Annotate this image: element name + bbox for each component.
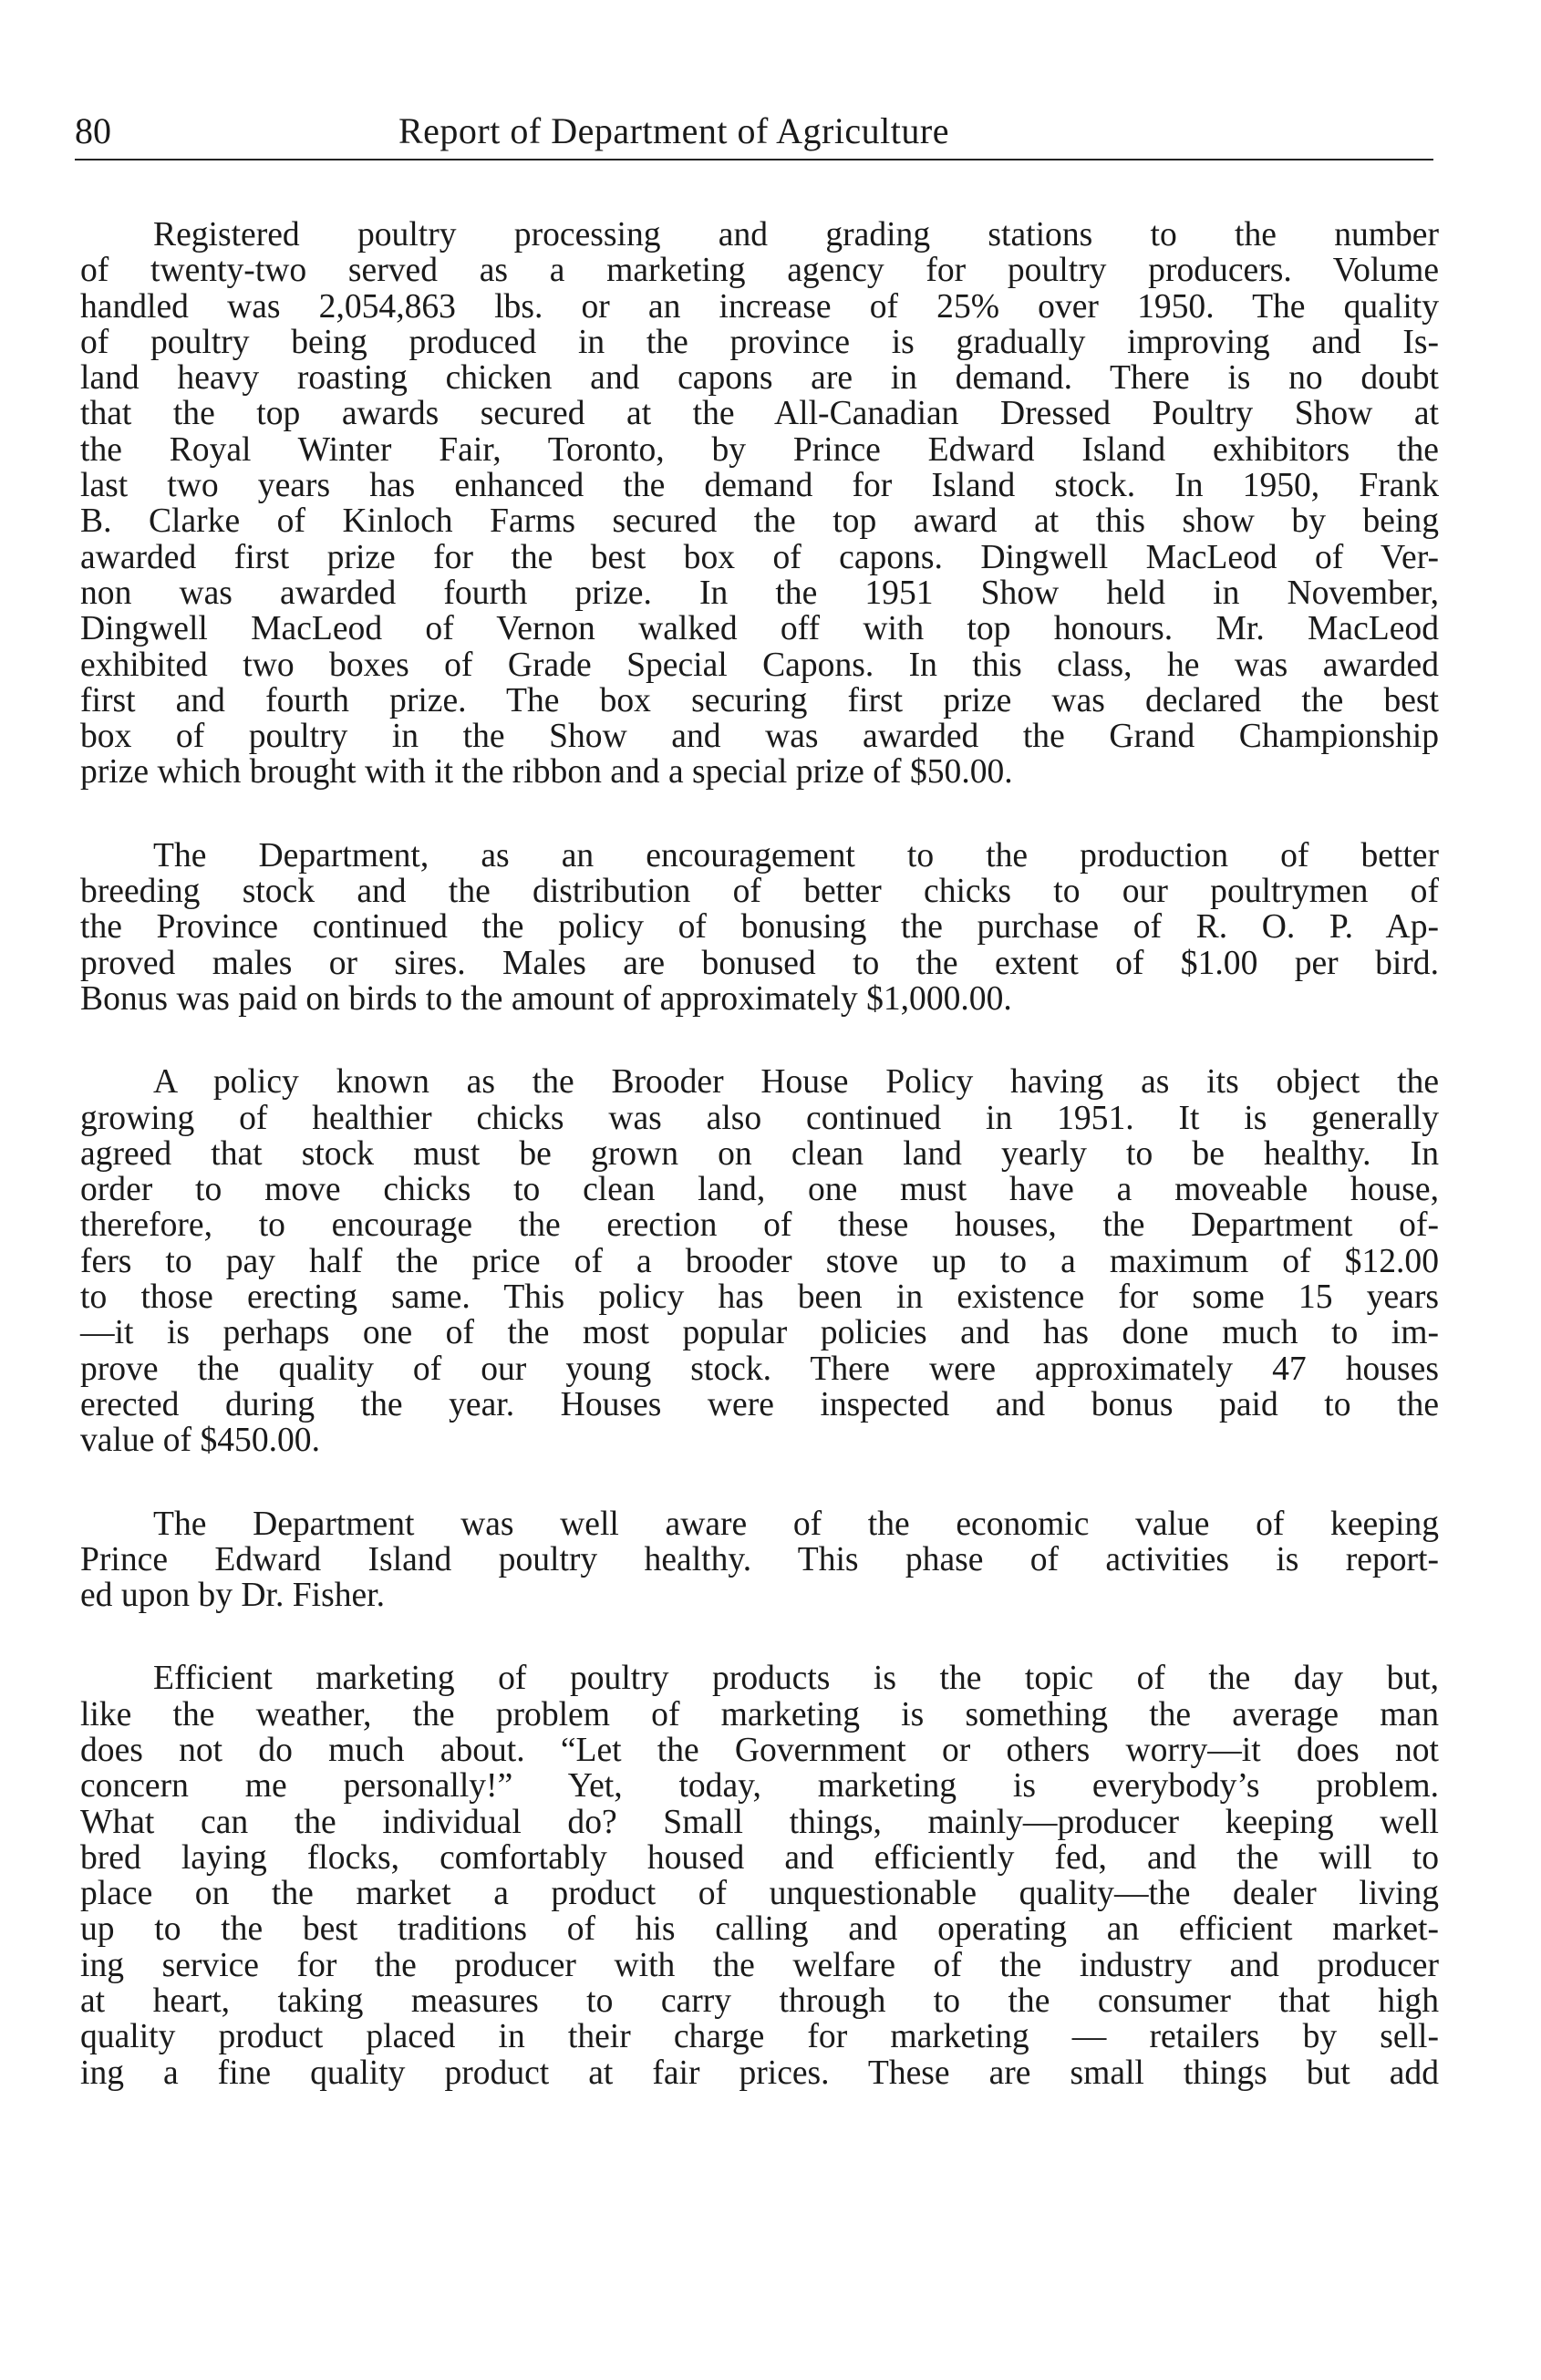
paragraph-4-line-3: ed upon by Dr. Fisher. (80, 1577, 386, 1615)
paragraph-1 (80, 217, 1439, 791)
paragraph-5-line-9: ing service for the producer with the welfare of the industry and producer (80, 1946, 1439, 1984)
paragraph-1-line-3: handled was 2,054,863 lbs. or an increase of 25% over 1950. The quality (80, 287, 1439, 326)
paragraph-1-line-6: that the top awards secured at the All-Canadian Dressed Poultry Show at (80, 395, 1439, 433)
paragraph-5-line-4: concern me personally!” Yet, today, marketing is everybody’s problem. (80, 1767, 1439, 1806)
paragraph-1-line-4: of poultry being produced in the province is gradually improving and Is- (80, 323, 1439, 361)
paragraph-3-line-8: —it is perhaps one of the most popular policies and has done much to im- (80, 1314, 1439, 1352)
paragraph-2-line-3: the Province continued the policy of bonusing the purchase of R. O. P. Ap- (80, 908, 1439, 947)
paragraph-3-line-2: growing of healthier chicks was also continued in 1951. It is generally (80, 1099, 1439, 1137)
paragraph-2-line-1: The Department, as an encouragement to the production of better (153, 836, 1439, 874)
paragraph-1-line-7: the Royal Winter Fair, Toronto, by Prince Edward Island exhibitors the (80, 430, 1439, 469)
paragraph-5-line-10: at heart, taking measures to carry through to the consumer that high (80, 1982, 1439, 2021)
paragraph-4-line-2: Prince Edward Island poultry healthy. This phase of activities is report- (80, 1540, 1439, 1578)
paragraph-5-line-7: place on the market a product of unquestionable quality—the dealer living (80, 1875, 1439, 1913)
paragraph-3-line-6: fers to pay half the price of a brooder stove up to a maximum of $12.00 (80, 1242, 1439, 1280)
body-text (80, 217, 1439, 2138)
paragraph-2-line-4: proved males or sires. Males are bonused to the extent of $1.00 per bird. (80, 944, 1439, 982)
paragraph-5-line-2: like the weather, the problem of marketing is something the average man (80, 1695, 1439, 1733)
paragraph-4 (80, 1506, 1439, 1614)
paragraph-3-line-4: order to move chicks to clean land, one must have a moveable house, (80, 1171, 1439, 1209)
paragraph-1-line-13: exhibited two boxes of Grade Special Capons. In this class, he was awarded (80, 646, 1439, 684)
paragraph-1-line-10: awarded first prize for the best box of capons. Dingwell MacLeod of Ver- (80, 538, 1439, 576)
paragraph-3-line-5: therefore, to encourage the erection of these houses, the Department of- (80, 1206, 1439, 1245)
paragraph-5-line-6: bred laying flocks, comfortably housed and efficiently fed, and the will to (80, 1838, 1439, 1877)
paragraph-2 (80, 838, 1439, 1017)
running-header (75, 108, 1433, 160)
paragraph-1-line-12: Dingwell MacLeod of Vernon walked off with top honours. Mr. MacLeod (80, 610, 1439, 648)
paragraph-5-line-1: Efficient marketing of poultry products is the topic of the day but, (153, 1660, 1439, 1698)
page-number: 80 (75, 110, 111, 151)
paragraph-5-line-11: quality product placed in their charge for marketing — retailers by sell- (80, 2018, 1439, 2056)
paragraph-5-line-5: What can the individual do? Small things, mainly—producer keeping well (80, 1803, 1439, 1841)
paragraph-3-line-1: A policy known as the Brooder House Policy having as its object the (153, 1063, 1439, 1102)
paragraph-1-line-8: last two years has enhanced the demand for Island stock. In 1950, Frank (80, 467, 1439, 505)
paragraph-5 (80, 1661, 1439, 2091)
paragraph-3-line-3: agreed that stock must be grown on clean land yearly to be healthy. In (80, 1134, 1439, 1173)
paragraph-3-line-9: prove the quality of our young stock. There were approximately 47 houses (80, 1350, 1439, 1388)
paragraph-1-line-1: Registered poultry processing and grading stations to the number (153, 216, 1439, 254)
paragraph-3-line-7: to those erecting same. This policy has been in existence for some 15 years (80, 1278, 1439, 1317)
paragraph-5-line-8: up to the best traditions of his calling and operating an efficient market- (80, 1910, 1439, 1949)
paragraph-1-line-15: box of poultry in the Show and was awarded the Grand Championship (80, 718, 1439, 756)
paragraph-3 (80, 1064, 1439, 1458)
paragraph-1-line-5: land heavy roasting chicken and capons are in demand. There is no doubt (80, 359, 1439, 398)
paragraph-5-line-12: ing a fine quality product at fair prices. These are small things but add (80, 2054, 1439, 2092)
paragraph-1-line-11: non was awarded fourth prize. In the 1951 Show held in November, (80, 574, 1439, 612)
paragraph-1-line-2: of twenty-two served as a marketing agency for poultry producers. Volume (80, 252, 1439, 290)
paragraph-3-line-10: erected during the year. Houses were inspected and bonus paid to the (80, 1385, 1439, 1423)
paragraph-5-line-3: does not do much about. “Let the Government or others worry—it does not (80, 1731, 1439, 1769)
running-header-title: Report of Department of Agriculture (398, 110, 949, 151)
paragraph-1-line-9: B. Clarke of Kinloch Farms secured the top award at this show by being (80, 502, 1439, 541)
paragraph-1-line-16: prize which brought with it the ribbon and a special prize of $50.00. (80, 753, 1013, 792)
paragraph-4-line-1: The Department was well aware of the economic value of keeping (153, 1505, 1439, 1543)
paragraph-1-line-14: first and fourth prize. The box securing first prize was declared the best (80, 681, 1439, 719)
paragraph-3-line-11: value of $450.00. (80, 1422, 320, 1460)
paragraph-2-line-5: Bonus was paid on birds to the amount of approximately $1,000.00. (80, 979, 1012, 1018)
paragraph-2-line-2: breeding stock and the distribution of better chicks to our poultrymen of (80, 873, 1439, 911)
